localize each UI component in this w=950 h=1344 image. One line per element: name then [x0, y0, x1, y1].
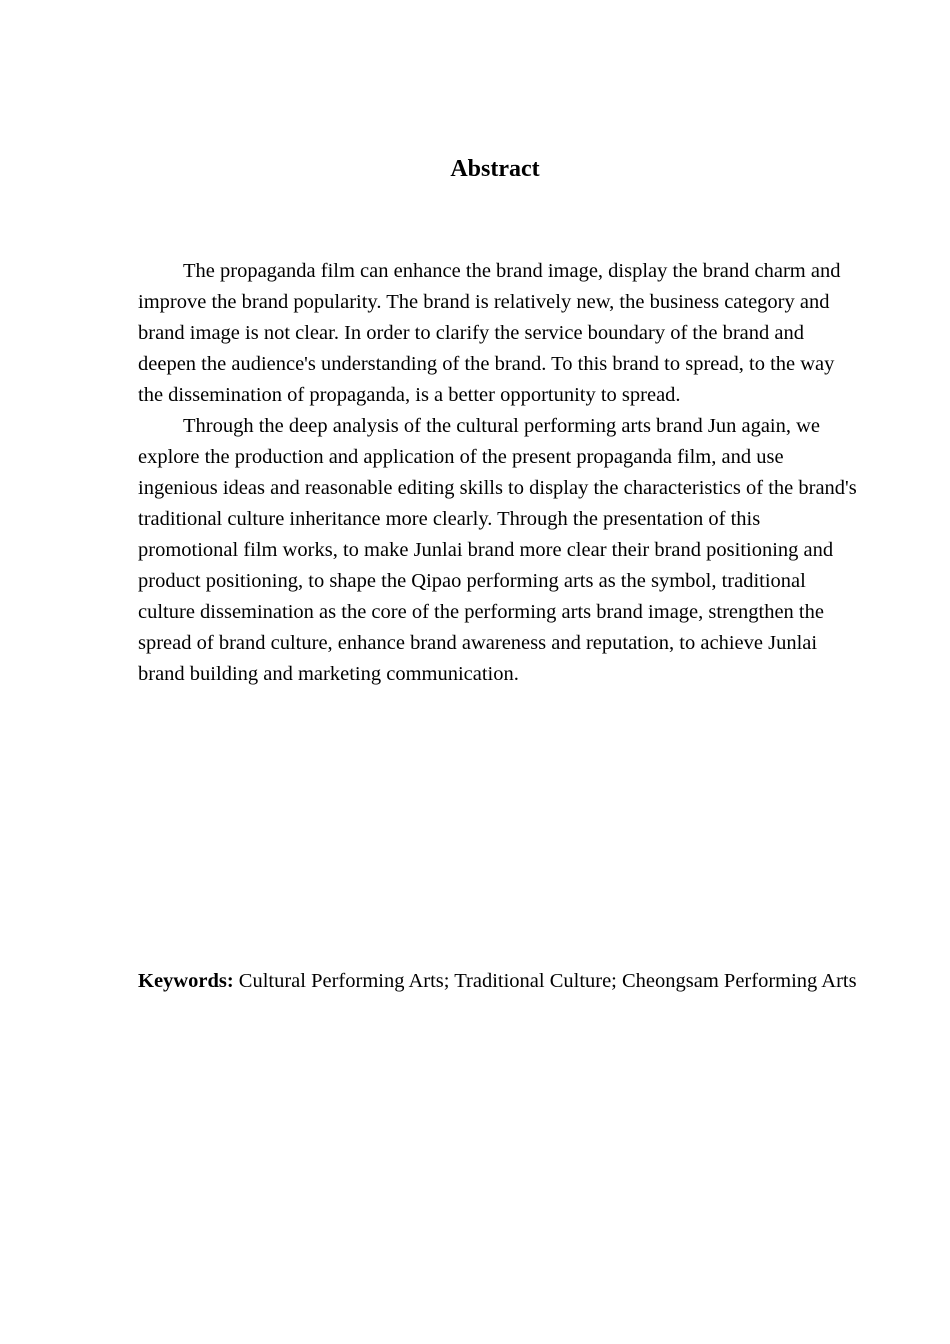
abstract-body: [138, 256, 863, 690]
abstract-paragraph-1: The propaganda film can enhance the brand image, display the brand charm and improve the brand popularity. The brand is relatively new, the business category and brand image is not clear. In order to clarify the service boundary of the brand and deepen the audience's understanding of the brand. To this brand to spread, to the way the dissemination of propaganda, is a better opportunity to spread.: [138, 260, 841, 406]
page-title: Abstract: [450, 156, 540, 182]
abstract-paragraph-2: Through the deep analysis of the cultural performing arts brand Jun again, we explore the production and application of the present propaganda film, and use ingenious ideas and reasonable editing skills to display the characteristics of the brand's traditional culture inheritance more clearly. Through the presentation of this promotional film works, to make Junlai brand more clear their brand positioning and product positioning, to shape the Qipao performing arts as the symbol, traditional culture dissemination as the core of the performing arts brand image, strengthen the spread of brand culture, enhance brand awareness and reputation, to achieve Junlai brand building and marketing communication.: [138, 415, 857, 685]
keywords-text: Cultural Performing Arts; Traditional Culture; Cheongsam Performing Arts: [233, 970, 857, 992]
keywords-line: [138, 966, 863, 997]
keywords-label: Keywords:: [138, 970, 234, 992]
